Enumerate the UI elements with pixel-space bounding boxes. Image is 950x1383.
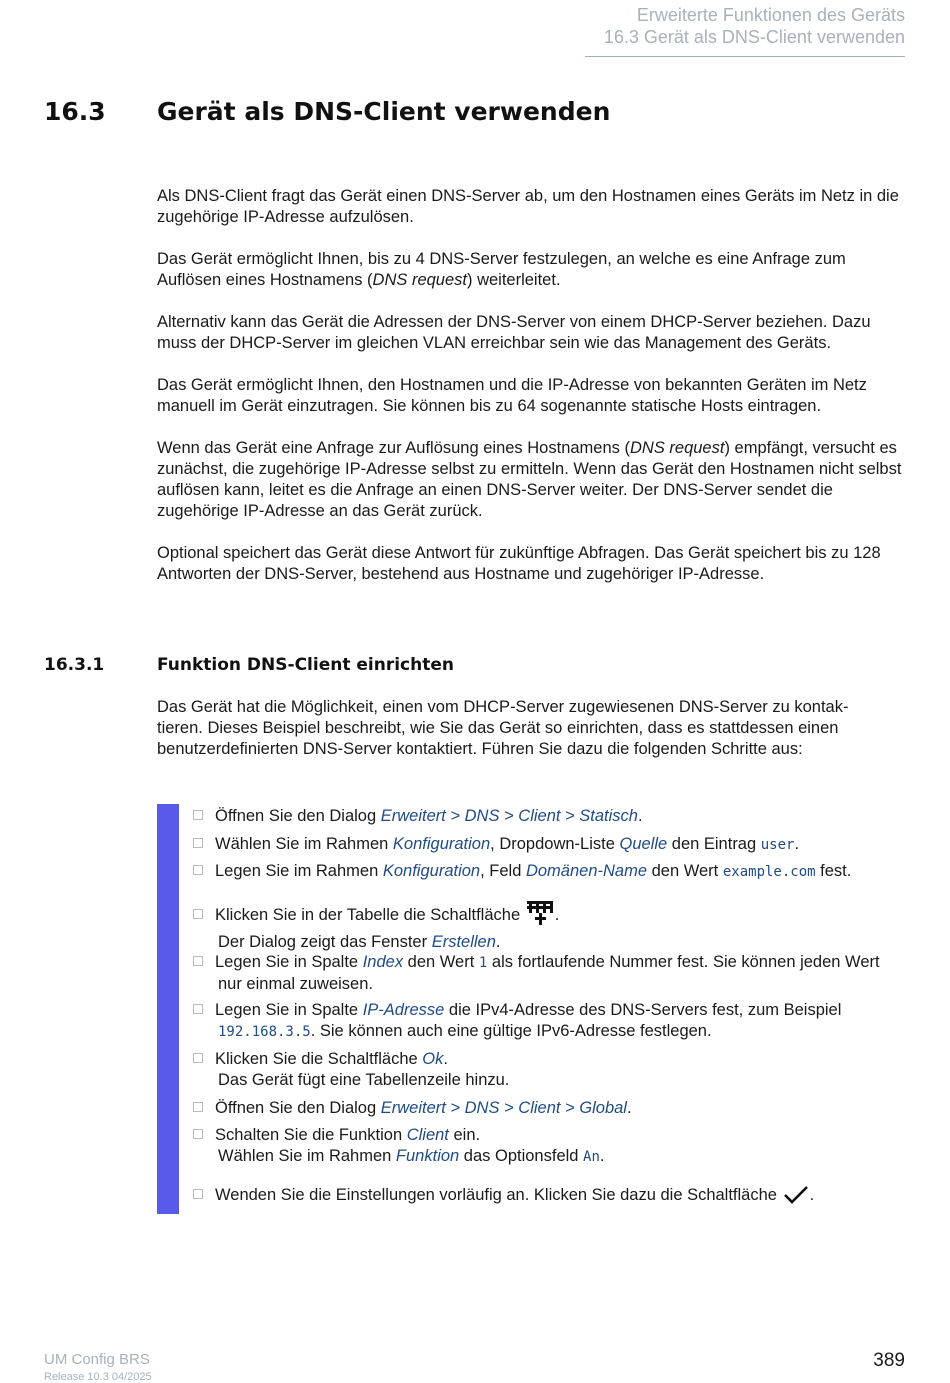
checkbox-icon <box>193 1129 203 1139</box>
checkmark-icon <box>782 1184 810 1212</box>
checkbox-icon <box>193 1053 203 1063</box>
checkbox-icon <box>193 865 203 875</box>
paragraph: Wenn das Gerät eine Anfrage zur Auflösung eines Hostnamens (DNS request) empfängt, versucht es zunächst, die zugehörige IP-Adresse selbst zu ermitteln. Wenn das Gerät den Hostnamen nicht selbst auflösen kann, leitet es die Anfrage an einen DNS-Server weiter. Der DNS-Server sendet die zugehörige IP-Adresse an das Gerät zurück. <box>157 439 902 520</box>
code-value: 1 <box>478 955 488 971</box>
ui-reference: Erstellen <box>431 933 496 951</box>
ui-reference: Konfiguration <box>382 862 481 880</box>
step-item: Wählen Sie im Rahmen Konfiguration, Dropdown-Liste Quelle den Eintrag user. <box>193 834 913 856</box>
running-header <box>604 4 905 48</box>
instruction-bar <box>157 804 179 1214</box>
ui-reference: Erweitert > DNS > Client > Global <box>380 1099 627 1117</box>
paragraph: Als DNS-Client fragt das Gerät einen DNS-Server ab, um den Hostnamen eines Geräts im Netz in die zugehörige IP-Adresse aufzulösen. <box>157 187 899 226</box>
step-item: Legen Sie in Spalte Index den Wert 1 als fortlaufende Nummer fest. Sie können jeden Wert nur einmal zuweisen. <box>193 952 913 995</box>
emphasis: DNS request <box>629 439 725 457</box>
step-item: Klicken Sie die Schaltfläche Ok. Das Gerät fügt eine Tabellenzeile hinzu. <box>193 1049 913 1091</box>
section-body <box>157 186 912 606</box>
header-section: 16.3 Gerät als DNS-Client verwenden <box>603 27 905 47</box>
checkbox-icon <box>193 1004 203 1014</box>
step-item: Öffnen Sie den Dialog Erweitert > DNS > Client > Statisch. <box>193 806 913 827</box>
step-item: Legen Sie in Spalte IP-Adresse die IPv4-Adresse des DNS-Servers fest, zum Beispiel 192.168.3.5. Sie können auch eine gültige IPv6-Adresse festlegen. <box>193 1000 913 1043</box>
checkbox-icon <box>193 1102 203 1112</box>
section-number: 16.3 <box>44 97 106 126</box>
checkbox-icon <box>193 810 203 820</box>
paragraph: Optional speichert das Gerät diese Antwort für zukünftige Abfragen. Das Gerät speichert bis zu 128 Antworten der DNS-Server, bestehend aus Hostname und zugehöriger IP-Adresse. <box>157 544 881 583</box>
ui-reference: Konfiguration <box>392 835 491 853</box>
step-item: Wenden Sie die Einstellungen vorläufig an. Klicken Sie dazu die Schaltfläche . <box>193 1184 913 1212</box>
code-value: user <box>760 837 795 853</box>
code-value: 192.168.3.5 <box>218 1024 311 1040</box>
code-value: An <box>583 1149 600 1165</box>
page-number: 389 <box>873 1350 905 1371</box>
ui-reference: IP-Adresse <box>362 1001 445 1019</box>
ui-reference: Quelle <box>619 835 668 853</box>
ui-reference: Ok <box>422 1050 444 1068</box>
subsection-title: Funktion DNS-Client einrichten <box>157 655 454 675</box>
step-item: Öffnen Sie den Dialog Erweitert > DNS > Client > Global. <box>193 1098 913 1119</box>
ui-reference: Erweitert > DNS > Client > Statisch <box>380 807 638 825</box>
ui-reference: Index <box>362 953 404 971</box>
header-chapter: Erweiterte Funktionen des Geräts <box>636 5 905 25</box>
checkbox-icon <box>193 838 203 848</box>
code-value: example.com <box>722 864 816 880</box>
emphasis: DNS request <box>372 271 467 289</box>
paragraph: Das Gerät ermöglicht Ihnen, den Hostnamen und die IP-Adresse von bekannten Geräten im Netz manuell im Gerät einzutragen. Sie können bis zu 64 sogenannte statische Hosts eintragen. <box>157 376 867 415</box>
header-rule <box>585 56 905 57</box>
paragraph: Das Gerät hat die Möglichkeit, einen vom DHCP-Server zugewiesenen DNS-Server zu kontak-tieren. Dieses Beispiel beschreibt, wie Sie das Gerät so einrichten, dass es stattdessen einen benutzerdefinierten DNS-Server kontaktiert. Führen Sie dazu die folgenden Schritte aus: <box>157 698 849 758</box>
footer-doc-title: UM Config BRS <box>44 1351 150 1368</box>
step-item: Legen Sie im Rahmen Konfiguration, Feld Domänen-Name den Wert example.com fest. <box>193 861 913 883</box>
step-item: Klicken Sie in der Tabelle die Schaltfläche . Der Dialog zeigt das Fenster Erstellen. <box>193 900 913 953</box>
checkbox-icon <box>193 909 203 919</box>
footer-release: Release 10.3 04/2025 <box>44 1371 152 1383</box>
ui-reference: Client <box>406 1126 449 1144</box>
checkbox-icon <box>193 956 203 966</box>
paragraph: Alternativ kann das Gerät die Adressen der DNS-Server von einem DHCP-Server beziehen. Dazu muss der DHCP-Server im gleichen VLAN erreichbar sein wie das Management des Geräts. <box>157 313 871 352</box>
subsection-intro <box>157 697 892 781</box>
ui-reference: Funktion <box>395 1147 460 1165</box>
ui-reference: Domänen-Name <box>525 862 648 880</box>
paragraph: Das Gerät ermöglicht Ihnen, bis zu 4 DNS-Server festzulegen, an welche es eine Anfrage zum Auflösen eines Hostnamens (DNS request) weiterleitet. <box>157 250 846 289</box>
subsection-number: 16.3.1 <box>44 655 105 675</box>
step-item: Schalten Sie die Funktion Client ein. Wählen Sie im Rahmen Funktion das Optionsfeld An. <box>193 1125 913 1168</box>
checkbox-icon <box>193 1189 203 1199</box>
table-add-row-icon <box>525 900 555 932</box>
section-title: Gerät als DNS-Client verwenden <box>157 97 611 126</box>
